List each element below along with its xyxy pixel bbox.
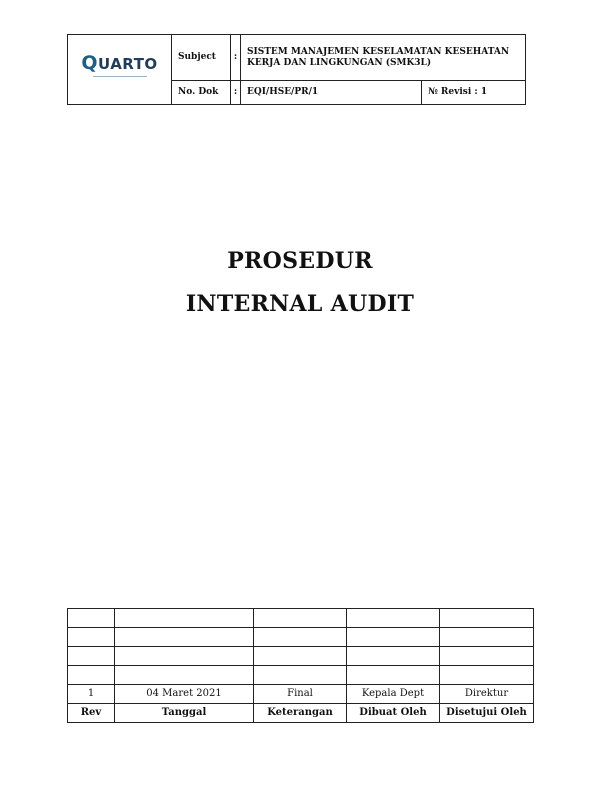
doc-no-label: No. Dok [172,81,231,105]
prepared-by-cell: Kepala Dept [347,685,440,704]
revision-number: № Revisi : 1 [422,81,526,105]
table-row-empty [68,628,534,647]
logo-text: UARTO [97,55,158,73]
header-subject-row [68,35,526,81]
subject-value: SISTEM MANAJEMEN KESELAMATAN KESEHATAN KERJA DAN LINGKUNGAN (SMK3L) [241,35,526,81]
subject-separator: : [231,35,241,81]
rev-cell: 1 [68,685,115,704]
document-header [67,34,526,105]
table-row-empty [68,666,534,685]
subject-label: Subject [172,35,231,81]
doc-no-separator: : [231,81,241,105]
remarks-cell: Final [254,685,347,704]
table-row [68,685,534,704]
company-logo [81,52,158,78]
logo-tagline-rule [81,74,157,78]
table-header-row [68,704,534,723]
remarks-header: Keterangan [254,704,347,723]
date-header: Tanggal [115,704,254,723]
approved-by-header: Disetujui Oleh [440,704,534,723]
revision-history-table [67,608,534,723]
prepared-by-header: Dibuat Oleh [347,704,440,723]
table-row-empty [68,647,534,666]
document-title-line-1: PROSEDUR [227,248,373,274]
doc-no-value: EQI/HSE/PR/1 [241,81,422,105]
logo-cell [68,35,172,105]
approved-by-cell: Direktur [440,685,534,704]
document-title-line-2: INTERNAL AUDIT [185,291,415,317]
logo-letter: Q [81,52,98,74]
rev-header: Rev [68,704,115,723]
date-cell: 04 Maret 2021 [115,685,254,704]
table-row-empty [68,609,534,628]
